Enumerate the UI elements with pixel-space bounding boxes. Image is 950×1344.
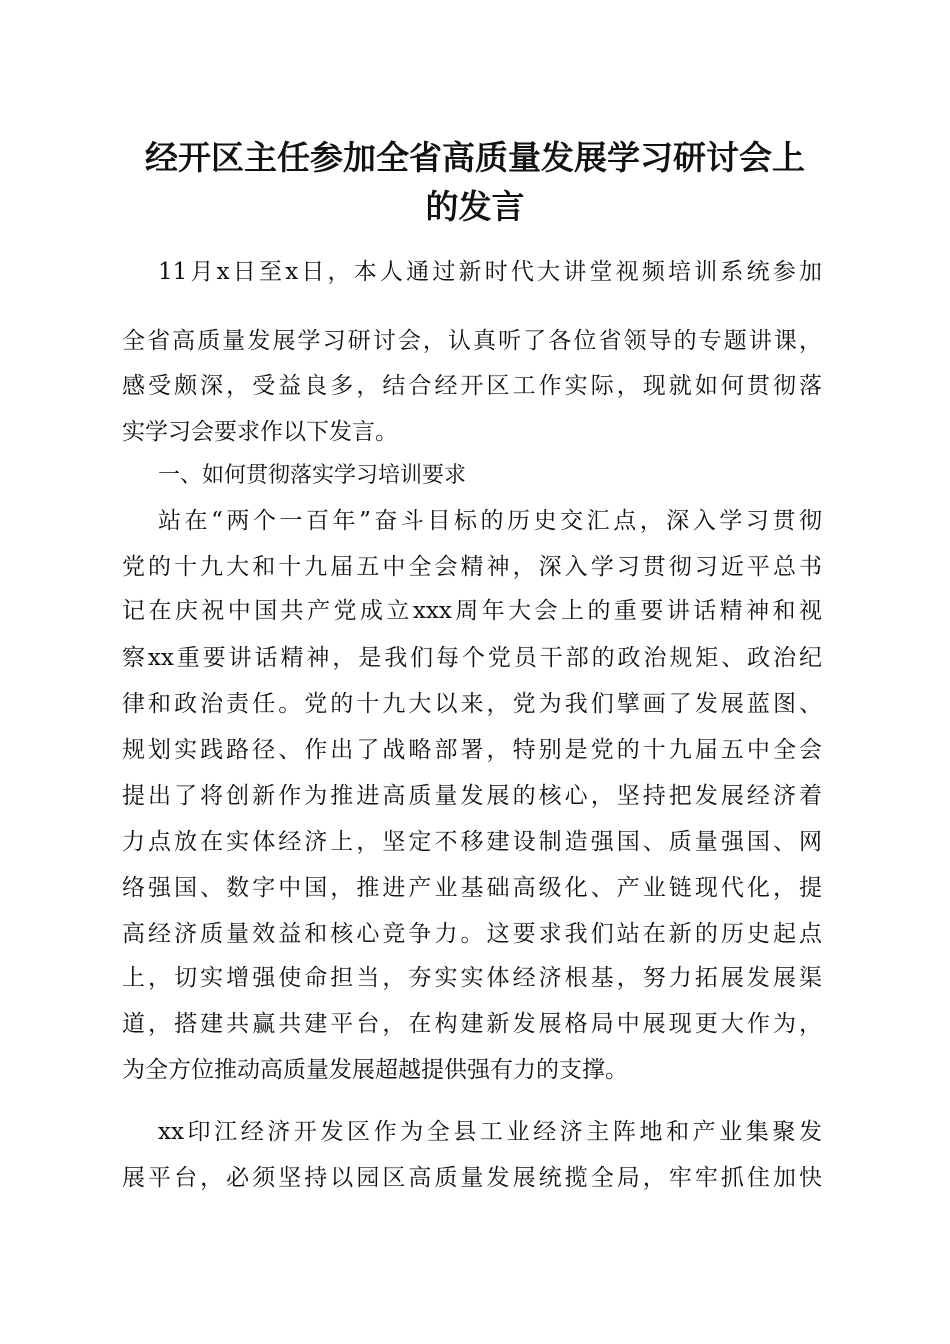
text-line: 提出了将创新作为推进高质量发展的核心，坚持把发展经济着	[122, 783, 822, 809]
text-line: 实学习会要求作以下发言。	[122, 419, 398, 445]
section-heading: 一、如何贯彻落实学习培训要求	[158, 463, 467, 488]
text-line: 高经济质量效益和核心竞争力。这要求我们站在新的历史起点	[122, 921, 822, 947]
text-line: 规划实践路径、作出了战略部署，特别是党的十九届五中全会	[122, 737, 822, 763]
text-line: 11月x日至x日，本人通过新时代大讲堂视频培训系统参加	[158, 259, 822, 285]
text-line: 律和政治责任。党的十九大以来，党为我们擘画了发展蓝图、	[122, 691, 822, 717]
text-line: 察xx重要讲话精神，是我们每个党员干部的政治规矩、政治纪	[122, 645, 822, 671]
text-line: 全省高质量发展学习研讨会，认真听了各位省领导的专题讲课，	[122, 328, 822, 354]
text-line: 展平台，必须坚持以园区高质量发展统揽全局，牢牢抓住加快	[122, 1165, 822, 1191]
text-line: xx印江经济开发区作为全县工业经济主阵地和产业集聚发	[158, 1119, 822, 1145]
text-line: 络强国、数字中国，推进产业基础高级化、产业链现代化，提	[122, 875, 822, 901]
text-line: 道，搭建共赢共建平台，在构建新发展格局中展现更大作为，	[122, 1011, 822, 1037]
text-line: 站在“两个一百年”奋斗目标的历史交汇点，深入学习贯彻	[158, 508, 822, 534]
text-line: 上，切实增强使命担当，夯实实体经济根基，努力拓展发展渠	[122, 965, 822, 991]
text-line: 党的十九大和十九届五中全会精神，深入学习贯彻习近平总书	[122, 554, 822, 580]
text-line: 感受颇深，受益良多，结合经开区工作实际，现就如何贯彻落	[122, 373, 822, 399]
document-title-line-1: 经开区主任参加全省高质量发展学习研讨会上	[145, 138, 805, 177]
document-title-line-2: 的发言	[425, 187, 525, 226]
text-line: 为全方位推动高质量发展超越提供强有力的支撑。	[122, 1057, 628, 1083]
text-line: 力点放在实体经济上，坚定不移建设制造强国、质量强国、网	[122, 829, 822, 855]
text-line: 记在庆祝中国共产党成立xxx周年大会上的重要讲话精神和视	[122, 598, 822, 624]
